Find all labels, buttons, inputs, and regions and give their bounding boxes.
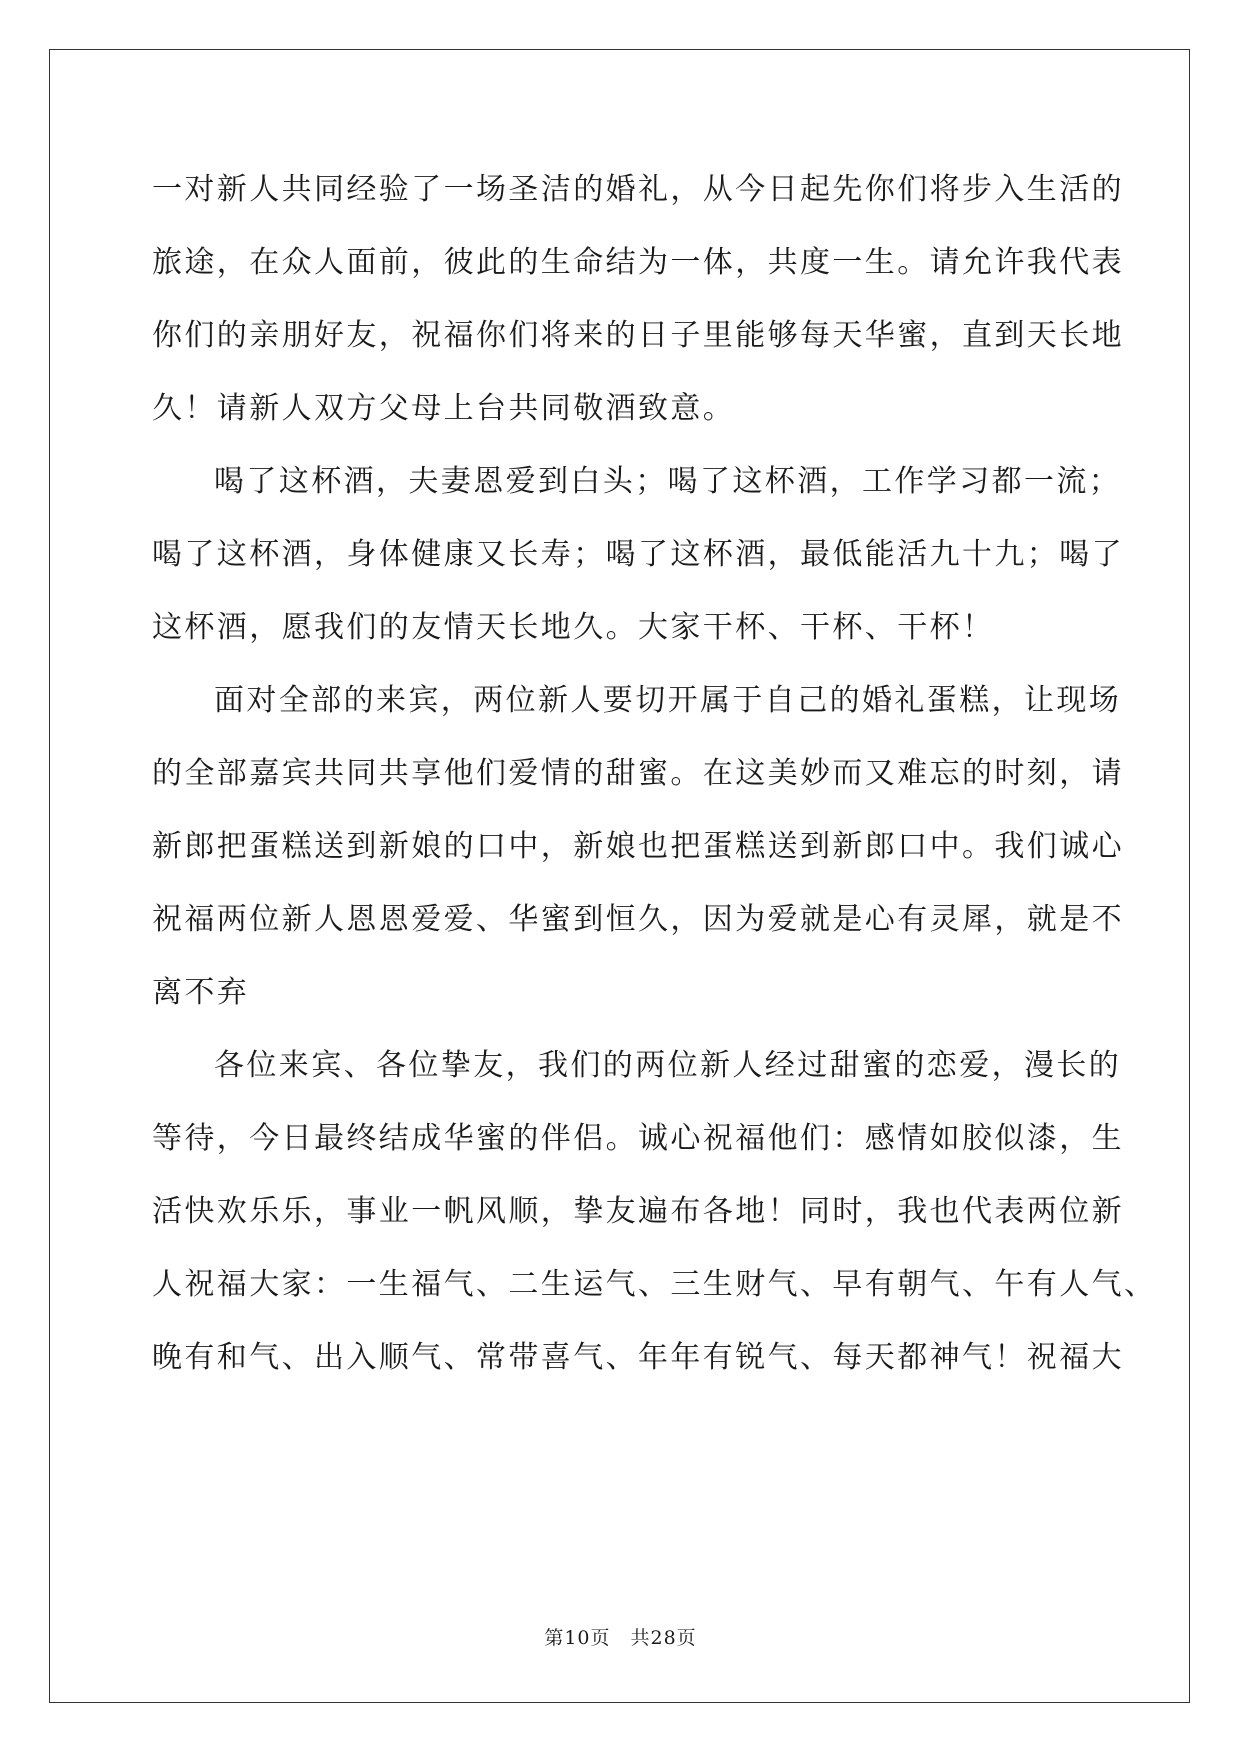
page-number: 第10页 [544, 1627, 611, 1649]
text-line-17: 晚有和气、出入顺气、常带喜气、年年有锐气、每天都神气！祝福大 [152, 1340, 1124, 1375]
text-line-9: 的全部嘉宾共同共享他们爱情的甜蜜。在这美妙而又难忘的时刻，请 [152, 756, 1124, 791]
text-line-16: 人祝福大家：一生福气、二生运气、三生财气、早有朝气、午有人气、 [152, 1267, 1157, 1302]
text-line-12: 离不弃 [152, 975, 250, 1010]
text-line-2: 旅途，在众人面前，彼此的生命结为一体，共度一生。请允许我代表 [152, 245, 1124, 280]
text-line-8: 面对全部的来宾，两位新人要切开属于自己的婚礼蛋糕，让现场 [214, 683, 1122, 718]
text-line-3: 你们的亲朋好友，祝福你们将来的日子里能够每天华蜜，直到天长地 [152, 318, 1124, 353]
text-line-4: 久！请新人双方父母上台共同敬酒致意。 [152, 391, 736, 426]
text-line-13: 各位来宾、各位挚友，我们的两位新人经过甜蜜的恋爱，漫长的 [214, 1048, 1122, 1083]
page-footer [0, 1626, 1241, 1650]
text-line-1: 一对新人共同经验了一场圣洁的婚礼，从今日起先你们将步入生活的 [152, 172, 1124, 207]
text-line-5: 喝了这杯酒，夫妻恩爱到白头；喝了这杯酒，工作学习都一流； [214, 464, 1122, 499]
text-line-11: 祝福两位新人恩恩爱爱、华蜜到恒久，因为爱就是心有灵犀，就是不 [152, 902, 1124, 937]
text-line-6: 喝了这杯酒，身体健康又长寿；喝了这杯酒，最低能活九十九；喝了 [152, 537, 1124, 572]
page-border [49, 49, 1190, 1703]
page-total: 共28页 [630, 1627, 697, 1649]
text-line-10: 新郎把蛋糕送到新娘的口中，新娘也把蛋糕送到新郎口中。我们诚心 [152, 829, 1124, 864]
text-line-14: 等待，今日最终结成华蜜的伴侣。诚心祝福他们：感情如胶似漆，生 [152, 1121, 1124, 1156]
text-line-7: 这杯酒，愿我们的友情天长地久。大家干杯、干杯、干杯！ [152, 610, 995, 645]
text-line-15: 活快欢乐乐，事业一帆风顺，挚友遍布各地！同时，我也代表两位新 [152, 1194, 1124, 1229]
